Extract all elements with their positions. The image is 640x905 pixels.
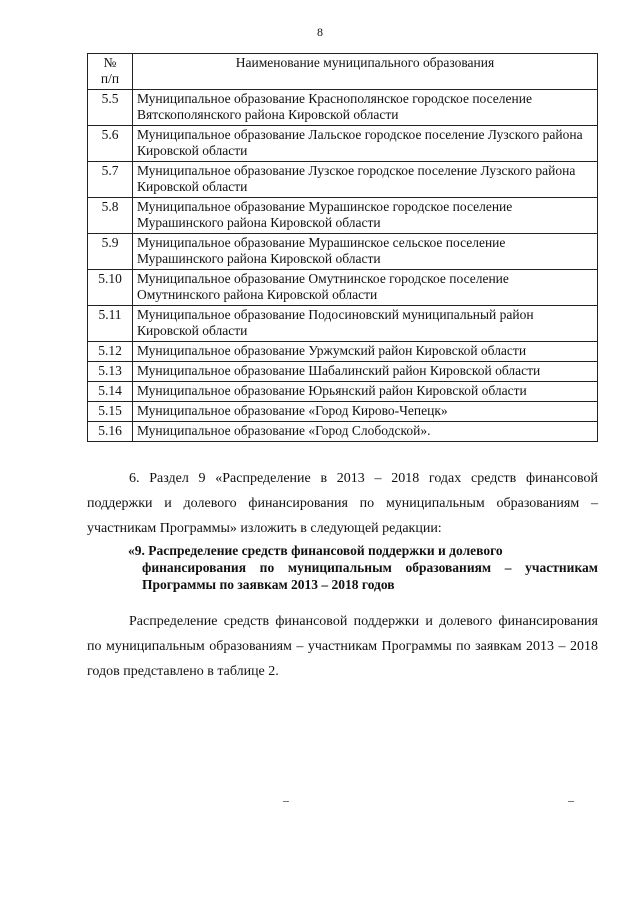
row-number: 5.16 <box>88 422 133 442</box>
table-row <box>88 90 598 126</box>
municipalities-table <box>87 53 598 442</box>
row-name: Муниципальное образование Шабалинский район Кировской области <box>133 362 598 382</box>
section-9-heading-rest: финансирования по муниципальным образованиям – участникам Программы по заявкам 2013 – 2018 годов <box>142 560 598 592</box>
row-name: Муниципальное образование Лальское городское поселение Лузского района Кировской области <box>133 126 598 162</box>
scan-mark <box>568 801 574 802</box>
row-name: Муниципальное образование Мурашинское сельское поселение Мурашинского района Кировской области <box>133 234 598 270</box>
paragraph-6: 6. Раздел 9 «Распределение в 2013 – 2018 годах средств финансовой поддержки и долевого финансирования по муниципальным образованиям – участникам Программы» изложить в следующей редакции: <box>87 471 598 536</box>
table-row <box>88 126 598 162</box>
row-number: 5.10 <box>88 270 133 306</box>
row-number: 5.9 <box>88 234 133 270</box>
table-row <box>88 342 598 362</box>
table-row <box>88 382 598 402</box>
row-number: 5.14 <box>88 382 133 402</box>
row-number: 5.7 <box>88 162 133 198</box>
row-name: Муниципальное образование «Город Слободской». <box>133 422 598 442</box>
table-header-row <box>88 54 598 90</box>
row-number: 5.11 <box>88 306 133 342</box>
header-number-line2: п/п <box>100 71 120 86</box>
section-9-heading-line1: «9. Распределение средств финансовой поддержки и долевого <box>128 543 503 558</box>
page-number: 8 <box>317 25 323 39</box>
row-number: 5.15 <box>88 402 133 422</box>
row-name: Муниципальное образование Подосиновский муниципальный район Кировской области <box>133 306 598 342</box>
row-name: Муниципальное образование Омутнинское городское поселение Омутнинского района Кировской области <box>133 270 598 306</box>
table-row <box>88 362 598 382</box>
table-row <box>88 234 598 270</box>
row-number: 5.6 <box>88 126 133 162</box>
row-number: 5.8 <box>88 198 133 234</box>
row-number: 5.5 <box>88 90 133 126</box>
table-body <box>88 90 598 442</box>
section-9-heading <box>128 542 598 593</box>
table-row <box>88 306 598 342</box>
header-number-line1: № <box>103 55 117 70</box>
table-row <box>88 270 598 306</box>
row-number: 5.13 <box>88 362 133 382</box>
distribution-paragraph: Распределение средств финансовой поддержки и долевого финансирования по муниципальным образованиям – участникам Программы по заявкам 2013 – 2018 годов представлено в таблице 2. <box>87 614 598 679</box>
row-name: Муниципальное образование Уржумский район Кировской области <box>133 342 598 362</box>
scan-mark <box>283 801 289 802</box>
row-name: Муниципальное образование Лузское городское поселение Лузского района Кировской области <box>133 162 598 198</box>
row-number: 5.12 <box>88 342 133 362</box>
table-row <box>88 422 598 442</box>
row-name: Муниципальное образование Юрьянский район Кировской области <box>133 382 598 402</box>
header-name: Наименование муниципального образования <box>133 54 598 90</box>
table-row <box>88 198 598 234</box>
row-name: Муниципальное образование «Город Кирово-Чепецк» <box>133 402 598 422</box>
header-number <box>88 54 133 90</box>
table-row <box>88 402 598 422</box>
table-row <box>88 162 598 198</box>
row-name: Муниципальное образование Мурашинское городское поселение Мурашинского района Кировской области <box>133 198 598 234</box>
row-name: Муниципальное образование Краснополянское городское поселение Вятскополянского района Кировской области <box>133 90 598 126</box>
